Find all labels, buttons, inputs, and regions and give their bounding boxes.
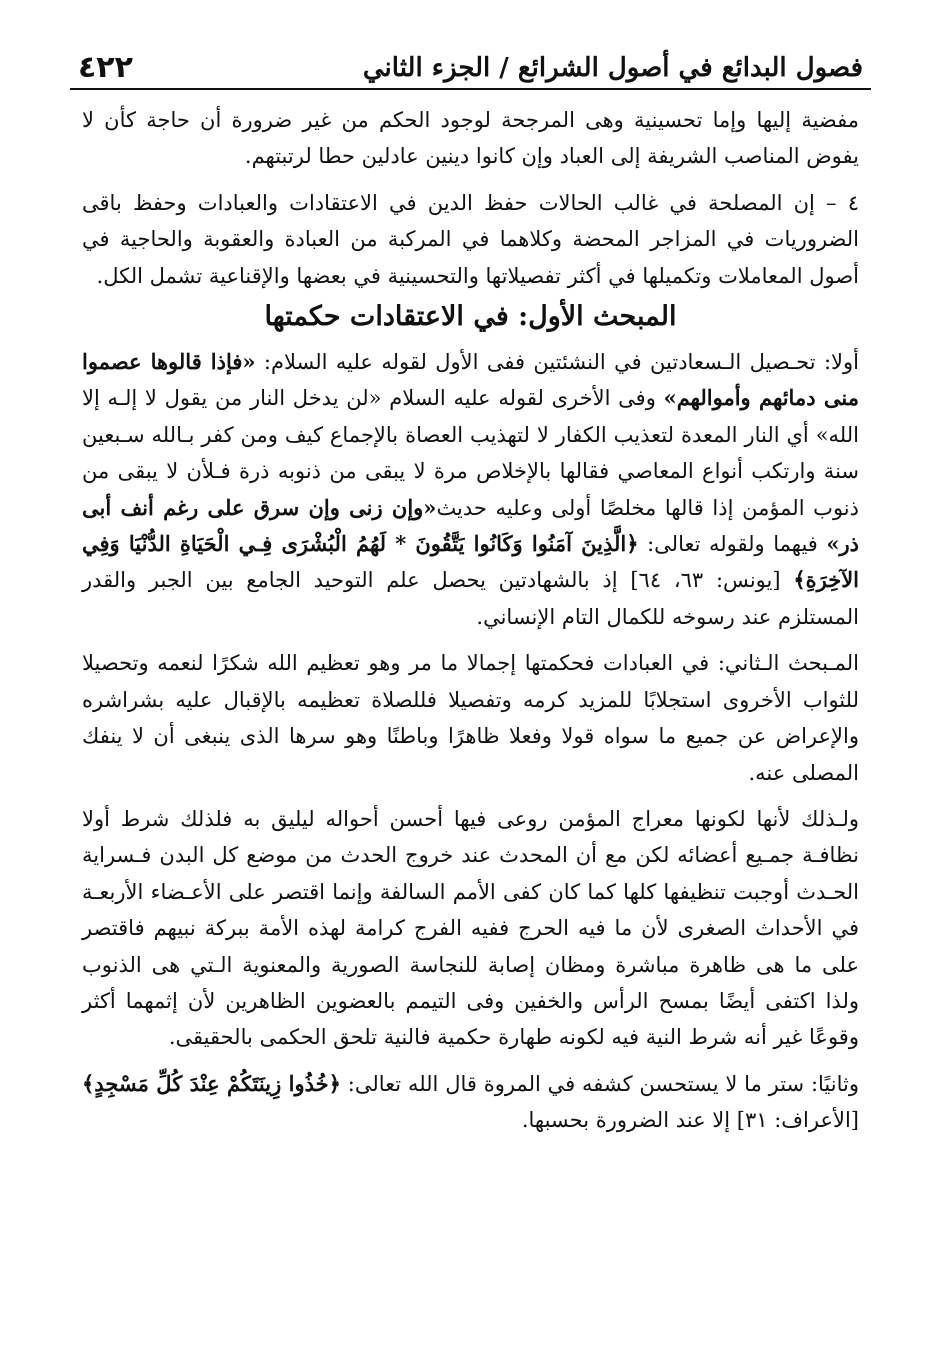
beliefs-text-d: [يونس: ٦٣، ٦٤] إذ بالشهادتين يحصل علم التوحيد الجامع بين الجبر والقدر المستلزم عند رسوخه للكمال التام الإنساني. bbox=[82, 568, 859, 629]
beliefs-text-b: وفى الأخرى لقوله عليه السلام «لن يدخل النار من يقول لا إلـه إلا الله» أي النار المعدة لتعذيب الكفار لا لتهذيب العصاة بالإجماع كيف ومن كفر بـالله سـبعين سنة وارتكب أنواع المعاصي فقالها بالإخلاص مرة لا يبقى من ذنوبه ذرة فـلأن لا يبقى من ذنوب المؤمن إذا قالها مخلصًا أولى وعليه حديث bbox=[82, 386, 859, 520]
intro-paragraph-1: مفضية إليها وإما تحسينية وهى المرجحة لوجود الحكم من غير ضرورة أن حاجة كأن لا يفوض المناصب الشريفة إلى العباد وإن كانوا دينين عادلين حطا لرتبتهم. bbox=[82, 108, 859, 169]
page-number: ٤٢٢ bbox=[78, 50, 133, 85]
worship-paragraph-1: المـبحث الـثاني: في العبادات فحكمتها إجمالا ما مر وهو تعظيم الله شكرًا لنعمه وتحصيلا للثواب الأخروى استجلابًا للمزيد كرمه وتفصيلا فللصلاة تعظيمه بالإقبال عليه بشراشره والإعراض عن جميع ما سواه قولا وفعلا ظاهرًا وباطنًا وهو سرها الذى ينبغى أن لا ينفك المصلى عنه. bbox=[82, 651, 859, 785]
intro-paragraph-2: ٤ – إن المصلحة في غالب الحالات حفظ الدين في الاعتقادات والعبادات وحفظ باقى الضروريات في المزاجر المحضة وكلاهما في المركبة من العبادة والعقوبة والحاجية في أصول المعاملات وتكميلها في أكثر تفصيلاتها والتحسينية في بعضها والإقناعية تشمل الكل. bbox=[82, 190, 859, 288]
page-body bbox=[70, 90, 871, 1139]
hadith-quote-1: «فإذا قالوها عصموا منى دمائهم وأموالهم» bbox=[82, 349, 860, 411]
beliefs-text-a: أولا: تحـصيل الـسعادتين في النشئتين ففى الأول لقوله عليه السلام: bbox=[255, 350, 860, 375]
running-title: فصول البدائع في أصول الشرائع / الجزء الثاني bbox=[362, 53, 863, 83]
quran-verse-yunus: ﴿الَّذِينَ آمَنُوا وَكَانُوا يَتَّقُونَ * لَهُمُ الْبُشْرَى فِـي الْحَيَاةِ الدُّنْيَا وَفِي الآخِرَةِ﴾ bbox=[82, 531, 859, 593]
worship-paragraph-3 bbox=[82, 1066, 859, 1139]
worship-text-b: [الأعراف: ٣١] إلا عند الضرورة بحسبها. bbox=[521, 1108, 859, 1133]
worship-paragraph-2: ولـذلك لأنها لكونها معراج المؤمن روعى فيها أحسن أحواله ليليق به فلذلك شرط أولا نظافـة جمـيع أعضائه لكن مع أن المحدث عند خروج الحدث من موضع كل البدن فـسراية الحـدث أوجبت تنظيفها كلها كما كان كفى الأمم السالفة وإنما اقتصر على الأعـضاء الأربعـة في الأحداث الصغرى لأن ما فيه الحرج ففيه الفرج كرامة لهذه الأمة ببركة نبيهم فاقتصر على ما هى ظاهرة مباشرة ومظان إصابة للنجاسة الصورية والمعنوية الـتي هى الذنوب ولذا اكتفى أيضًا بمسح الرأس والخفين وفى التيمم بالعضوين الظاهرين لأن إثمهما أكثر وقوعًا غير أنه شرط النية فيه لكونه طهارة حكمية فالنية تلحق الحكمى بالحقيقى. bbox=[82, 806, 859, 1050]
beliefs-text-c: فيهما ولقوله تعالى: bbox=[638, 532, 827, 557]
beliefs-paragraph bbox=[82, 344, 859, 635]
hadith-quote-2: «وإن زنى وإن سرق على رغم أنف أبى ذر» bbox=[82, 494, 859, 557]
section-heading-beliefs: المبحث الأول: في الاعتقادات حكمتها bbox=[264, 301, 677, 333]
page-header bbox=[70, 38, 871, 90]
worship-text-a: وثانيًا: ستر ما لا يستحسن كشفه في المروة قال الله تعالى: bbox=[340, 1071, 859, 1096]
quran-verse-araf: ﴿خُذُوا زِينَتَكُمْ عِنْدَ كُلِّ مَسْجِدٍ﴾ bbox=[82, 1070, 341, 1096]
